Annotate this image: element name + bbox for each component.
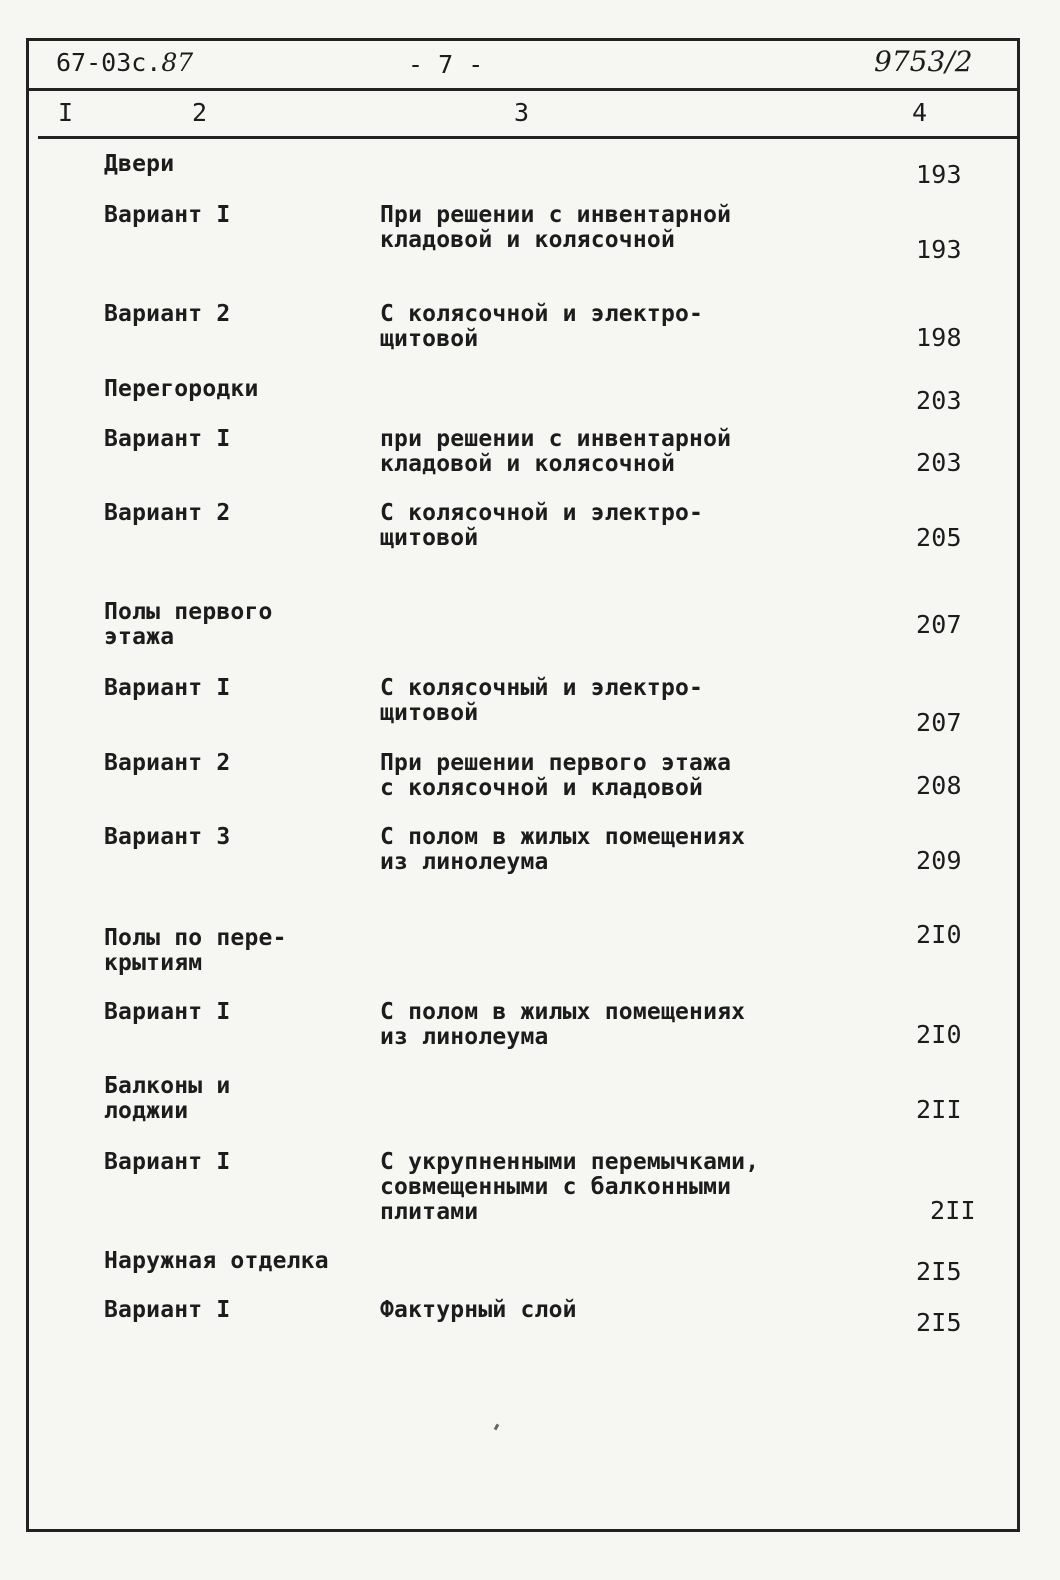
row-page: 203 <box>916 448 962 477</box>
row-name: Вариант 2 <box>104 301 231 327</box>
row-description: С колясочный и электро- щитовой <box>380 675 704 726</box>
row-description: С колясочной и электро- щитовой <box>380 301 704 352</box>
row-description: С полом в жилых помещениях из линолеума <box>380 824 746 875</box>
row-name: Вариант 2 <box>104 750 231 776</box>
row-name: Наружная отделка <box>104 1248 329 1274</box>
column-header-divider <box>38 136 1018 139</box>
document-code-typed: 67-03с. <box>56 48 162 77</box>
row-page: 207 <box>916 610 962 639</box>
row-page: 2I5 <box>916 1308 962 1337</box>
row-description: С колясочной и электро- щитовой <box>380 500 704 551</box>
row-name: Вариант 3 <box>104 824 231 850</box>
document-code <box>56 50 193 75</box>
row-page: 2I5 <box>916 1257 962 1286</box>
row-page: 2II <box>930 1196 976 1225</box>
document-code-handwritten: 87 <box>161 48 194 77</box>
row-page: 193 <box>916 160 962 189</box>
row-page: 2I0 <box>916 1020 962 1049</box>
row-page: 198 <box>916 323 962 352</box>
row-description: С укрупненными перемычками, совмещенными с балконными плитами <box>380 1149 760 1225</box>
row-page: 207 <box>916 708 962 737</box>
row-page: 205 <box>916 523 962 552</box>
row-name: Вариант I <box>104 202 231 228</box>
column-header-2: 2 <box>192 98 208 127</box>
row-name: Балконы и лоджии <box>104 1073 231 1124</box>
row-page: 208 <box>916 771 962 800</box>
row-description: При решении первого этажа с колясочной и кладовой <box>380 750 732 801</box>
row-name: Вариант 2 <box>104 500 231 526</box>
row-description: С полом в жилых помещениях из линолеума <box>380 999 746 1050</box>
row-page: 2II <box>916 1095 962 1124</box>
row-name: Двери <box>104 151 175 177</box>
row-description: При решении с инвентарной кладовой и колясочной <box>380 202 732 253</box>
column-header-3: 3 <box>514 98 530 127</box>
row-page: 2I0 <box>916 920 962 949</box>
column-header-1: I <box>58 98 74 127</box>
row-name: Вариант I <box>104 426 231 452</box>
row-name: Вариант I <box>104 1149 231 1175</box>
row-name: Полы первого этажа <box>104 599 273 650</box>
row-name: Вариант I <box>104 1297 231 1323</box>
row-description: Фактурный слой <box>380 1297 577 1323</box>
row-name: Вариант I <box>104 675 231 701</box>
row-name: Полы по пере- крытиям <box>104 925 287 976</box>
header-divider <box>26 88 1020 91</box>
row-description: при решении с инвентарной кладовой и колясочной <box>380 426 732 477</box>
row-page: 193 <box>916 235 962 264</box>
page-number: - 7 - <box>408 50 484 79</box>
row-page: 209 <box>916 846 962 875</box>
column-header-4: 4 <box>912 98 928 127</box>
row-page: 203 <box>916 386 962 415</box>
row-name: Перегородки <box>104 376 259 402</box>
row-name: Вариант I <box>104 999 231 1025</box>
document-number: 9753/2 <box>874 45 973 78</box>
